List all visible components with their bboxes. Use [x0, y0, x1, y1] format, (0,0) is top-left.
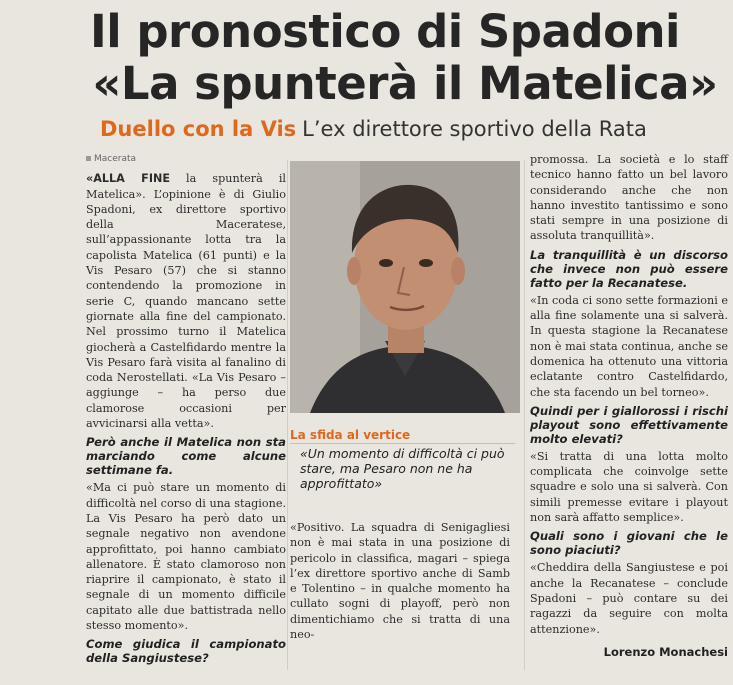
subhead-text: L’ex direttore sportivo della Rata [302, 117, 647, 141]
subheadline [100, 116, 730, 142]
pull-quote-title: La sfida al vertice [290, 428, 411, 442]
paragraph: «Ma ci può stare un momento di difficoltà nel corso di una stagione. La Vis Pesaro ha però dato un segnale negativo non avendone approfittato, poi hanno cambiato allenatore. È stato clamoroso non riaprire il campionato, è stato il segnale di un momento difficile capitato alle due battistrada nello stesso momento». [86, 481, 286, 633]
portrait-photo [290, 161, 520, 413]
article-column-3 [530, 152, 728, 660]
headline [40, 6, 730, 110]
dateline: Macerata [86, 152, 286, 167]
headline-line-2: «La spunterà il Matelica» [92, 57, 718, 110]
paragraph: «In coda ci sono sette formazioni e alla fine solamente una si salverà. In questa stagione la Recanatese non è mai stata continua, anche se domenica ha ottenuto una vittoria eclatante contro Castelfidardo, che sta facendo un bel torneo». [530, 293, 728, 399]
column-divider [287, 160, 288, 670]
pull-quote [290, 428, 515, 491]
interview-question: Come giudica il campionato della Sangiustese? [86, 637, 286, 666]
pull-quote-divider [290, 443, 515, 444]
article-column-2 [290, 520, 510, 642]
headline-line-1: Il pronostico di Spadoni [90, 5, 680, 58]
article-column-1 [86, 152, 286, 668]
paragraph: promossa. La società e lo staff tecnico hanno fatto un bel lavoro considerando anche che non hanno investito tantissimo e sono stati sempre in una posizione di assoluta tranquillità». [530, 153, 728, 243]
interview-question: La tranquillità è un discorso che invece non può essere fatto per la Recanatese. [530, 247, 728, 290]
paragraph: «ALLA FINE la spunterà il Matelica». L’opinione è di Giulio Spadoni, ex direttore sportivo della Maceratese, sull’appassionante lotta tra la capolista Matelica (61 punti) e la Vis Pesaro (57) che si stanno contendendo la promozione in serie C, quando mancano sette giornate alla fine del campionato. Nel prossimo turno il Matelica giocherà a Castelfidardo mentre la Vis Pesaro farà visita al fanalino di coda Nerostellati. «La Vis Pesaro – aggiunge – ha perso due clamorose occasioni per avvicinarsi alla vetta». [86, 172, 286, 431]
portrait-photo-icon [290, 161, 520, 413]
pull-quote-text: «Un momento di difficoltà ci può stare, ma Pesaro non ne ha approfittato» [300, 446, 505, 491]
byline: Lorenzo Monachesi [603, 644, 728, 659]
interview-question: Però anche il Matelica non sta marciando come alcune settimane fa. [86, 435, 286, 478]
square-bullet-icon [86, 156, 91, 161]
interview-question: Quindi per i giallorossi i rischi playout sono effettivamente molto elevati? [530, 403, 728, 446]
paragraph: «Si tratta di una lotta molto complicata che coinvolge sette squadre e solo una si salverà. Con simili premesse evitare i playout non sarà affatto semplice». [530, 449, 728, 525]
paragraph: «Positivo. La squadra di Senigagliesi non è mai stata in una posizione di pericolo in classifica, magari – spiega l’ex direttore sportivo anche di Samb e Tolentino – in qualche momento ha cullato sogni di playoff, però non dimentichiamo che si tratta di una neo- [290, 521, 510, 642]
subhead-kicker: Duello con la Vis [100, 117, 297, 141]
interview-question: Quali sono i giovani che le sono piaciuti? [530, 529, 728, 558]
paragraph: «Cheddira della Sangiustese e poi anche la Recanatese – conclude Spadoni – può contare su dei ragazzi da seguire con molta attenzione». [530, 561, 728, 636]
lead-in: «ALLA FINE [86, 172, 170, 186]
column-divider [524, 160, 525, 670]
